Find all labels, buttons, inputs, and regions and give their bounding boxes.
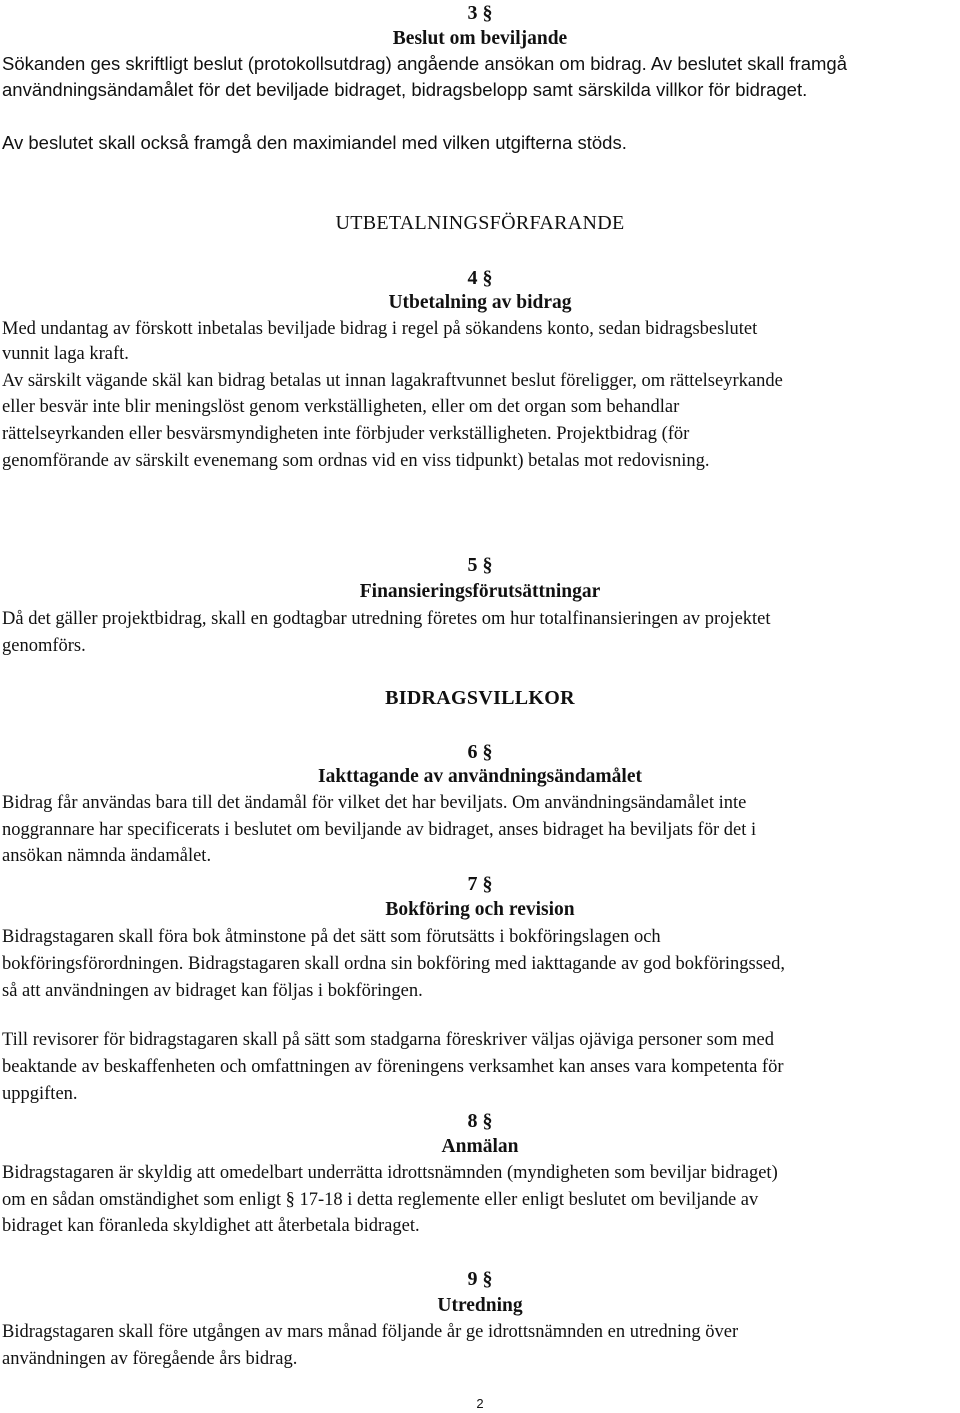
section-6-line-3: ansökan nämnda ändamålet.: [2, 846, 212, 866]
section-4-line-5: rättelseyrkanden eller besvärsmyndigheten inte förbjuder verkställigheten. Projektbidrag (för: [2, 424, 690, 444]
section-5-line-1: Då det gäller projektbidrag, skall en godtagbar utredning företes om hur totalfinansieringen av projektet: [2, 609, 771, 629]
heading-utbetalningsforfarande: UTBETALNINGSFÖRFARANDE: [335, 212, 625, 234]
section-8-line-1: Bidragstagaren är skyldig att omedelbart underrätta idrottsnämnden (myndigheten som beviljar bidraget): [2, 1163, 778, 1183]
section-6-line-2: noggrannare har specificerats i beslutet om beviljande av bidraget, anses bidraget ha beviljats för det i: [2, 820, 757, 840]
section-6-title: Iakttagande av användningsändamålet: [318, 766, 642, 787]
section-4-title: Utbetalning av bidrag: [388, 292, 572, 313]
section-8-line-2: om en sådan omständighet som enligt § 17-18 i detta reglemente eller enligt beslutet om beviljande av: [2, 1190, 759, 1210]
section-7-line-6: uppgiften.: [2, 1084, 78, 1104]
section-4-line-2: vunnit laga kraft.: [2, 344, 129, 364]
section-3-number: 3 §: [467, 2, 493, 24]
section-7-line-2: bokföringsförordningen. Bidragstagaren skall ordna sin bokföring med iakttagande av god bokföringssed,: [2, 954, 785, 974]
section-4-line-4: eller besvär inte blir meningslöst genom verkställigheten, eller om det organ som behandlar: [2, 397, 680, 417]
section-9-number: 9 §: [467, 1268, 493, 1290]
section-7-line-3: så att användningen av bidraget kan följas i bokföringen.: [2, 981, 423, 1001]
section-4-line-6: genomförande av särskilt evenemang som ordnas vid en viss tidpunkt) betalas mot redovisning.: [2, 451, 710, 471]
section-6-line-1: Bidrag får användas bara till det ändamål för vilket det har beviljats. Om användningsändamålet inte: [2, 793, 747, 813]
section-3-line-2: användningsändamålet för det beviljade bidraget, bidragsbelopp samt särskilda villkor för bidraget.: [2, 79, 808, 100]
section-9-title: Utredning: [437, 1295, 523, 1316]
section-3-line-1: Sökanden ges skriftligt beslut (protokollsutdrag) angående ansökan om bidrag. Av beslutet skall framgå: [2, 53, 847, 74]
section-7-number: 7 §: [467, 873, 493, 895]
section-8-title: Anmälan: [441, 1136, 519, 1157]
section-8-line-3: bidraget kan föranleda skyldighet att återbetala bidraget.: [2, 1216, 420, 1236]
heading-bidragsvillkor: BIDRAGSVILLKOR: [385, 687, 575, 709]
section-4-number: 4 §: [467, 267, 493, 289]
section-3-title: Beslut om beviljande: [392, 28, 568, 49]
section-9-line-2: användningen av föregående års bidrag.: [2, 1349, 298, 1369]
page-number: 2: [476, 1396, 484, 1411]
section-8-number: 8 §: [467, 1110, 493, 1132]
section-5-number: 5 §: [467, 554, 493, 576]
section-7-line-5: beaktande av beskaffenheten och omfattningen av föreningens verksamhet kan anses vara kompetenta för: [2, 1057, 784, 1077]
section-4-line-3: Av särskilt vägande skäl kan bidrag betalas ut innan lagakraftvunnet beslut föreligger, om rättelseyrkande: [2, 371, 783, 391]
section-7-line-1: Bidragstagaren skall föra bok åtminstone på det sätt som förutsätts i bokföringslagen och: [2, 927, 661, 947]
section-4-line-1: Med undantag av förskott inbetalas beviljade bidrag i regel på sökandens konto, sedan bidragsbeslutet: [2, 319, 758, 339]
section-3-line-3: Av beslutet skall också framgå den maximiandel med vilken utgifterna stöds.: [2, 132, 627, 153]
section-6-number: 6 §: [467, 741, 493, 763]
section-7-line-4: Till revisorer för bidragstagaren skall på sätt som stadgarna föreskriver väljas ojäviga personer som med: [2, 1030, 774, 1050]
section-5-title: Finansieringsförutsättningar: [359, 581, 601, 602]
section-7-title: Bokföring och revision: [385, 899, 575, 920]
section-9-line-1: Bidragstagaren skall före utgången av mars månad följande år ge idrottsnämnden en utredning över: [2, 1322, 739, 1342]
section-5-line-2: genomförs.: [2, 636, 86, 656]
